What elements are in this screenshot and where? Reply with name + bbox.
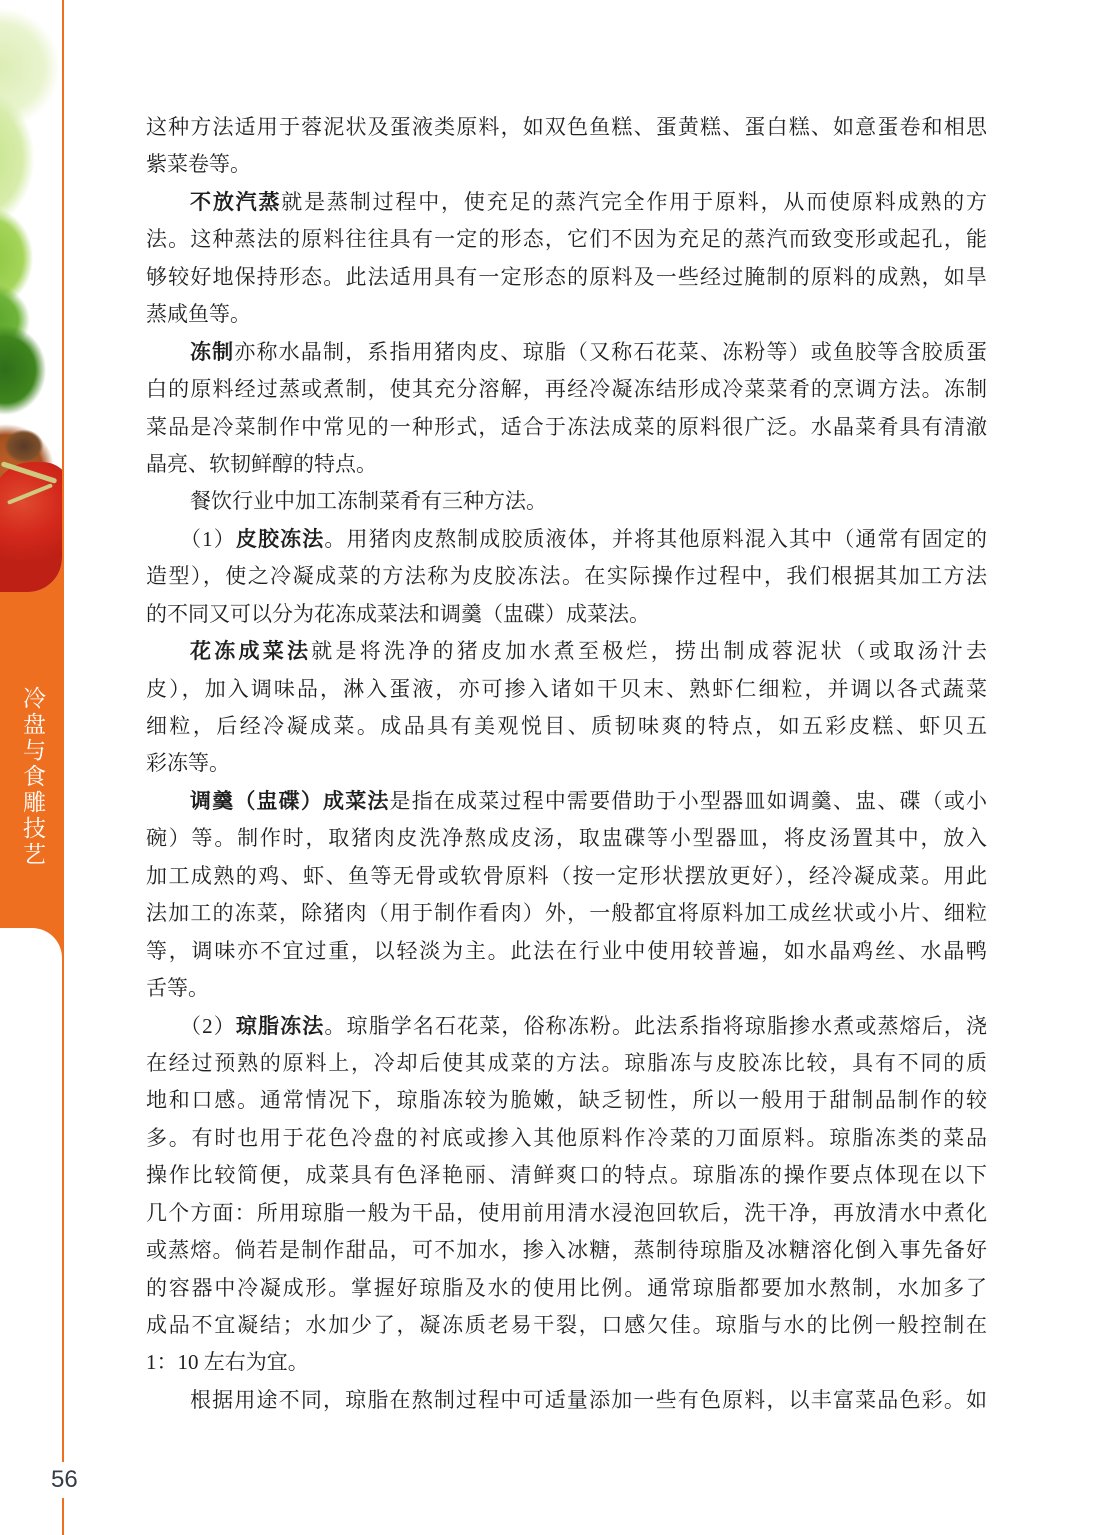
text-line	[146, 109, 987, 146]
text-line	[146, 933, 987, 970]
bold-term: 琼脂冻法	[235, 1014, 325, 1038]
text-line	[146, 895, 987, 932]
text-run: 根据用途不同，琼脂在熬制过程中可适量添加一些有色原料，以丰富菜品色彩。如	[190, 1387, 987, 1412]
text-run: 成品不宜凝结；水加少了，凝冻质老易干裂，口感欠佳。琼脂与水的比例一般控制在	[146, 1313, 987, 1337]
text-line	[146, 296, 987, 333]
text-line	[146, 334, 987, 371]
text-line	[146, 521, 987, 558]
text-line	[146, 671, 987, 708]
text-line	[146, 558, 987, 595]
text-line	[146, 1120, 987, 1157]
text-run: 餐饮行业中加工冻制菜肴有三种方法。	[190, 489, 547, 514]
text-line	[146, 1045, 987, 1082]
text-line	[146, 970, 987, 1007]
text-run: 等，调味亦不宜过重，以轻淡为主。此法在行业中使用较普遍，如水晶鸡丝、水晶鸭	[146, 938, 987, 963]
text-line	[146, 820, 987, 857]
text-run: 碗）等。制作时，取猪肉皮洗净熬成皮汤，取盅碟等小型器皿，将皮汤置其中，放入	[146, 826, 987, 851]
text-run: 紫菜卷等。	[146, 152, 251, 177]
text-line	[146, 1270, 987, 1307]
text-run: 舌等。	[146, 976, 209, 1001]
text-line	[146, 745, 987, 782]
bold-term: 皮胶冻法	[235, 527, 325, 551]
text-run: 多。有时也用于花色冷盘的衬底或掺入其他原料作冷菜的刀面原料。琼脂冻类的菜品	[146, 1125, 987, 1150]
text-line	[146, 708, 987, 745]
text-line	[146, 483, 987, 520]
text-run: 加工成熟的鸡、虾、鱼等无骨或软骨原料（按一定形状摆放更好），经冷凝成菜。用此	[146, 863, 987, 888]
text-line	[146, 596, 987, 633]
text-run: 法加工的冻菜，除猪肉（用于制作看肉）外，一般都宜将原料加工成丝状或小片、细粒	[146, 901, 987, 926]
text-line	[146, 633, 987, 670]
text-line	[146, 1382, 987, 1419]
text-line	[146, 1157, 987, 1194]
text-line	[146, 858, 987, 895]
text-run: 造型），使之冷凝成菜的方法称为皮胶冻法。在实际操作过程中，我们根据其加工方法	[146, 564, 987, 589]
text-block	[146, 109, 987, 1419]
text-run: 彩冻等。	[146, 751, 230, 776]
text-run: （1）	[180, 526, 236, 551]
text-run: 细粒，后经冷凝成菜。成品具有美观悦目、质韧味爽的特点，如五彩皮糕、虾贝五	[146, 714, 987, 738]
text-run: 1：10 左右为宜。	[146, 1350, 309, 1375]
text-run: （2）	[180, 1013, 236, 1038]
bold-term: 花冻成菜法	[190, 640, 312, 664]
text-line	[146, 783, 987, 820]
bold-term: 冻制	[190, 340, 235, 364]
text-run: 亦称水晶制，系指用猪肉皮、琼脂（又称石花菜、冻粉等）或鱼胶等含胶质蛋	[234, 339, 987, 364]
text-run: 或蒸熔。倘若是制作甜品，可不加水，掺入冰糖，蒸制待琼脂及冰糖溶化倒入事先备好	[146, 1238, 987, 1263]
text-line	[146, 1195, 987, 1232]
text-run: 晶亮、软韧鲜醇的特点。	[146, 451, 377, 476]
page-number: 56	[48, 1462, 81, 1498]
text-run: 操作比较简便，成菜具有色泽艳丽、清鲜爽口的特点。琼脂冻的操作要点体现在以下	[146, 1163, 987, 1188]
text-line	[146, 371, 987, 408]
text-run: 蒸咸鱼等。	[146, 302, 251, 327]
text-run: 白的原料经过蒸或煮制，使其充分溶解，再经冷凝冻结形成冷菜菜肴的烹调方法。冻制	[146, 377, 987, 402]
text-line	[146, 446, 987, 483]
text-line	[146, 409, 987, 446]
chapter-vertical-title: 冷盘与食雕技艺	[20, 686, 46, 868]
text-line	[146, 259, 987, 296]
text-line	[146, 146, 987, 183]
text-run: 几个方面：所用琼脂一般为干品，使用前用清水浸泡回软后，洗干净，再放清水中煮化	[146, 1200, 987, 1225]
text-line	[146, 1344, 987, 1381]
bold-term: 不放汽蒸	[190, 190, 282, 214]
text-run: 法。这种蒸法的原料往往具有一定的形态，它们不因为充足的蒸汽而致变形或起孔，能	[146, 227, 987, 252]
text-run: 的容器中冷凝成形。掌握好琼脂及水的使用比例。通常琼脂都要加水熬制，水加多了	[146, 1275, 987, 1300]
text-run: 在经过预熟的原料上，冷却后使其成菜的方法。琼脂冻与皮胶冻比较，具有不同的质	[146, 1050, 987, 1075]
text-run: 地和口感。通常情况下，琼脂冻较为脆嫩，缺乏韧性，所以一般用于甜制品制作的较	[146, 1088, 987, 1113]
vegetable-collage-image	[0, 0, 62, 592]
text-line	[146, 1307, 987, 1344]
text-line	[146, 1082, 987, 1119]
text-run: 就是将洗净的猪皮加水煮至极烂，捞出制成蓉泥状（或取汤汁去	[311, 639, 987, 664]
text-run: 这种方法适用于蓉泥状及蛋液类原料，如双色鱼糕、蛋黄糕、蛋白糕、如意蛋卷和相思	[146, 115, 987, 139]
text-run: 够较好地保持形态。此法适用具有一定形态的原料及一些经过腌制的原料的成熟，如旱	[146, 264, 987, 289]
text-line	[146, 1008, 987, 1045]
text-run: 菜品是冷菜制作中常见的一种形式，适合于冻法成菜的原料很广泛。水晶菜肴具有清澈	[146, 414, 987, 439]
text-run: 是指在成菜过程中需要借助于小型器皿如调羹、盅、碟（或小	[389, 788, 988, 813]
text-line	[146, 1232, 987, 1269]
text-run: 皮），加入调味品，淋入蛋液，亦可掺入诸如干贝末、熟虾仁细粒，并调以各式蔬菜	[146, 676, 987, 701]
text-line	[146, 221, 987, 258]
text-line	[146, 184, 987, 221]
text-run: 。用猪肉皮熬制成胶质液体，并将其他原料混入其中（通常有固定的	[324, 526, 987, 551]
text-run: 。琼脂学名石花菜，俗称冻粉。此法系指将琼脂掺水煮或蒸熔后，浇	[324, 1013, 987, 1038]
bold-term: 调羹（盅碟）成菜法	[190, 789, 390, 813]
text-run: 的不同又可以分为花冻成菜法和调羹（盅碟）成菜法。	[146, 601, 650, 626]
text-run: 就是蒸制过程中，使充足的蒸汽完全作用于原料，从而使原料成熟的方	[281, 189, 987, 214]
